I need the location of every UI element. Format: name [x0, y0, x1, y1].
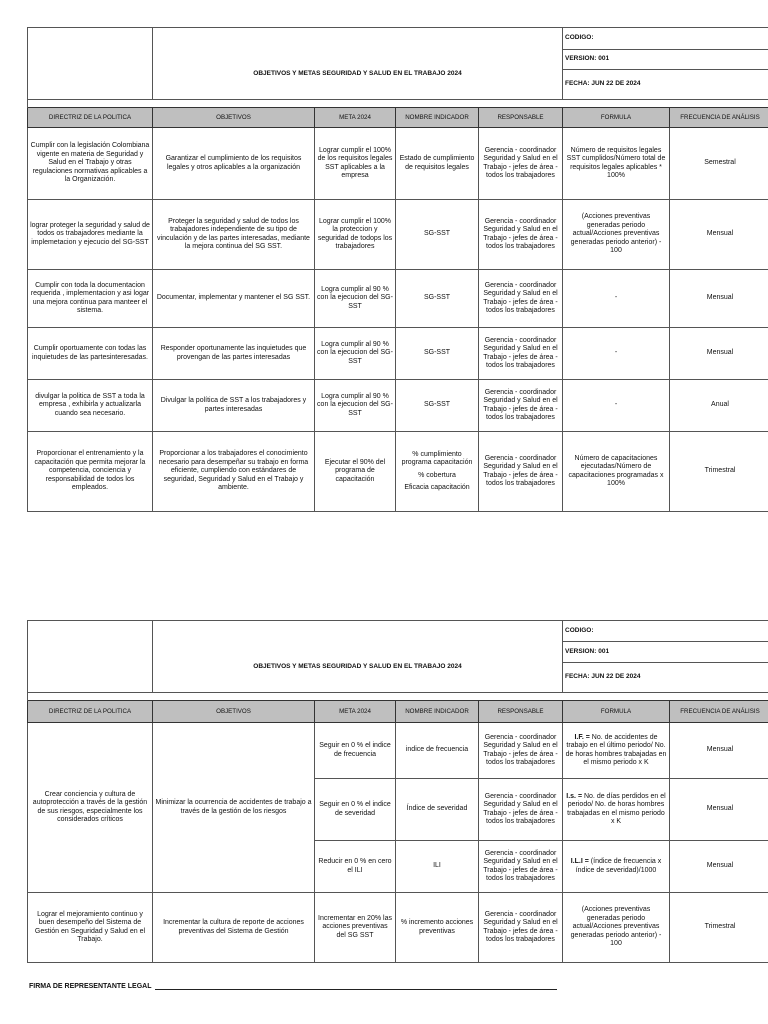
directriz-cell: Crear conciencia y cultura de autoprotección a través de la gestión de sus riesgos, especialmente los considerados críticos [28, 723, 153, 893]
frecuencia-cell: Mensual [670, 779, 768, 841]
indicador-cell: SG-SST [396, 380, 479, 432]
col-directriz: DIRECTRIZ DE LA POLITICA [28, 701, 153, 723]
col-formula: FORMULA [563, 701, 670, 723]
col-frecuencia: FRECUENCIA DE ANÁLISIS [670, 701, 768, 723]
document-title: OBJETIVOS Y METAS SEGURIDAD Y SALUD EN EL TRABAJO 2024 [153, 50, 563, 100]
frecuencia-cell: Semestral [670, 128, 768, 200]
indicador-cell: SG-SST [396, 328, 479, 380]
objetivos-cell: Proporcionar a los trabajadores el conocimiento necesario para desempeñar su trabajo en forma eficiente, cumpliendo con estándares de seguridad, Seguridad y Salud en el Trabajo y ambiente. [153, 432, 315, 512]
fecha-label: FECHA: JUN 22 DE 2024 [563, 70, 768, 100]
formula-text: No. de accidentes de trabajo en el último periodo/ No. de horas hombres trabajadas en el mismo periodo x K [565, 733, 667, 766]
table-row [28, 128, 768, 200]
indicador-item: Eficacia capacitación [404, 484, 470, 491]
frecuencia-cell: Mensual [670, 200, 768, 270]
objetivos-cell: Documentar, implementar y mantener el SG SST. [153, 270, 315, 328]
objetivos-cell: Minimizar la ocurrencia de accidentes de trabajo a través de la gestión de los riesgos [153, 723, 315, 893]
responsable-cell: Gerencia - coordinador Seguridad y Salud en el Trabajo - jefes de área - todos los trabajadores [479, 200, 563, 270]
col-meta: META 2024 [315, 108, 396, 128]
signature-label: FIRMA DE REPRESENTANTE LEGAL [29, 983, 152, 990]
formula-cell [563, 723, 670, 779]
table-row [28, 200, 768, 270]
frecuencia-cell: Mensual [670, 723, 768, 779]
formula-cell: (Acciones preventivas generadas periodo actual/Acciones preventivas generadas periodo anterior) - 100 [563, 200, 670, 270]
objetivos-cell: Garantizar el cumplimiento de los requisitos legales y otros aplicables a la organización [153, 128, 315, 200]
indicador-cell [396, 432, 479, 512]
formula-cell [563, 841, 670, 893]
objetivos-cell: Divulgar la política de SST a los trabajadores y partes interesadas [153, 380, 315, 432]
page-1 [27, 27, 768, 512]
indicador-cell: ILI [396, 841, 479, 893]
signature-area [29, 982, 557, 990]
indicador-cell: Índice de severidad [396, 779, 479, 841]
directriz-cell: lograr proteger la seguridad y salud de todos os trabajadores mediante la implemetacion y ejecucio del SG-SST [28, 200, 153, 270]
formula-cell: Número de requisitos legales SST cumplidos/Número total de requisitos legales aplicables * 100% [563, 128, 670, 200]
col-objetivos: OBJETIVOS [153, 108, 315, 128]
table-row [28, 328, 768, 380]
col-indicador: NOMBRE INDICADOR [396, 108, 479, 128]
version-label: VERSION: 001 [563, 642, 768, 663]
responsable-cell: Gerencia - coordinador Seguridad y Salud en el Trabajo - jefes de área - todos los trabajadores [479, 380, 563, 432]
page-2 [27, 620, 768, 963]
codigo-label: CODIGO: [563, 28, 768, 50]
col-directriz: DIRECTRIZ DE LA POLITICA [28, 108, 153, 128]
responsable-cell: Gerencia - coordinador Seguridad y Salud en el Trabajo - jefes de área - todos los trabajadores [479, 723, 563, 779]
table-row [28, 432, 768, 512]
directriz-cell: divulgar la politica de SST a toda la empresa , exhibirla y actualizarla cuando sea necesario. [28, 380, 153, 432]
table-row [28, 380, 768, 432]
formula-text: No. de días perdidos en el periodo/ No. de horas hombres trabajadas en el mismo periodo x K [567, 792, 666, 825]
responsable-cell: Gerencia - coordinador Seguridad y Salud en el Trabajo - jefes de área - todos los trabajadores [479, 270, 563, 328]
meta-cell: Seguir en 0 % el indice de frecuencia [315, 723, 396, 779]
responsable-cell: Gerencia - coordinador Seguridad y Salud en el Trabajo - jefes de área - todos los trabajadores [479, 128, 563, 200]
logo-cell [28, 28, 153, 100]
codigo-label: CODIGO: [563, 621, 768, 642]
objetivos-cell: Incrementar la cultura de reporte de acciones preventivas del Sistema de Gestión [153, 893, 315, 963]
formula-symbol: I.F. = [574, 733, 592, 741]
signature-line [155, 982, 557, 990]
meta-cell: Logra cumplir al 90 % con la ejecucion del SG-SST [315, 270, 396, 328]
meta-cell: Ejecutar el 90% del programa de capacitación [315, 432, 396, 512]
directriz-cell: Proporcionar el entrenamiento y la capacitación que permita mejorar la competencia, conciencia y responsabilidad de todos los empleados. [28, 432, 153, 512]
formula-symbol: I.L.I = [570, 858, 591, 865]
objetivos-cell: Responder oportunamente las inquietudes que provengan de las partes interesadas [153, 328, 315, 380]
meta-cell: Lograr cumplir el 100% de los requisitos legales SST aplicables a la empresa [315, 128, 396, 200]
frecuencia-cell: Mensual [670, 841, 768, 893]
responsable-cell: Gerencia - coordinador Seguridad y Salud en el Trabajo - jefes de área - todos los trabajadores [479, 893, 563, 963]
formula-cell [563, 779, 670, 841]
indicador-cell: % incremento acciones preventivas [396, 893, 479, 963]
responsable-cell: Gerencia - coordinador Seguridad y Salud en el Trabajo - jefes de área - todos los trabajadores [479, 841, 563, 893]
meta-cell: Reducir en 0 % en cero el ILI [315, 841, 396, 893]
table-row [28, 723, 768, 779]
formula-cell: Número de capacitaciones ejecutadas/Número de capacitaciones programadas x 100% [563, 432, 670, 512]
version-label: VERSION: 001 [563, 50, 768, 70]
responsable-cell: Gerencia - coordinador Seguridad y Salud en el Trabajo - jefes de área - todos los trabajadores [479, 328, 563, 380]
objetivos-cell: Proteger la seguridad y salud de todos los trabajadores independiente de su tipo de vinculación y de las partes interesadas, mediante la mejora continua del SG SST. [153, 200, 315, 270]
meta-cell: Logra cumplir al 90 % con la ejecucion del SG-SST [315, 328, 396, 380]
indicador-item: % cobertura [418, 471, 456, 479]
directriz-cell: Lograr el mejoramiento continuo y buen desempeño del Sistema de Gestión en Seguridad y Salud en el Trabajo. [28, 893, 153, 963]
meta-cell: Seguir en 0 % el indice de severidad [315, 779, 396, 841]
document-title: OBJETIVOS Y METAS SEGURIDAD Y SALUD EN EL TRABAJO 2024 [153, 642, 563, 693]
col-responsable: RESPONSABLE [479, 108, 563, 128]
indicador-cell: indice de frecuencia [396, 723, 479, 779]
col-indicador: NOMBRE INDICADOR [396, 701, 479, 723]
meta-cell: Incrementar en 20% las acciones preventivas del SG SST [315, 893, 396, 963]
meta-cell: Logra cumplir al 90 % con la ejecucion del SG-SST [315, 380, 396, 432]
frecuencia-cell: Mensual [670, 328, 768, 380]
col-responsable: RESPONSABLE [479, 701, 563, 723]
col-frecuencia: FRECUENCIA DE ANÁLISIS [670, 108, 768, 128]
directriz-cell: Cumplir con toda la documentacion requerida , implementacion y asi logar una mejora continua para manteer el sistema. [28, 270, 153, 328]
indicador-cell: SG-SST [396, 200, 479, 270]
responsable-cell: Gerencia - coordinador Seguridad y Salud en el Trabajo - jefes de área - todos los trabajadores [479, 779, 563, 841]
formula-cell: - [563, 380, 670, 432]
responsable-cell: Gerencia - coordinador Seguridad y Salud en el Trabajo - jefes de área - todos los trabajadores [479, 432, 563, 512]
frecuencia-cell: Mensual [670, 270, 768, 328]
objectives-table-2 [27, 620, 768, 963]
frecuencia-cell: Trimestral [670, 432, 768, 512]
frecuencia-cell: Trimestral [670, 893, 768, 963]
frecuencia-cell: Anual [670, 380, 768, 432]
formula-symbol: I.s. = [566, 792, 584, 800]
meta-cell: Lograr cumplir el 100% la proteccion y seguridad de todops los trabajadores [315, 200, 396, 270]
indicador-cell: SG-SST [396, 270, 479, 328]
formula-cell: - [563, 270, 670, 328]
table-row [28, 270, 768, 328]
objectives-table-1 [27, 27, 768, 512]
indicador-cell: Estado de cumplimiento de requisitos legales [396, 128, 479, 200]
table-row [28, 893, 768, 963]
fecha-label: FECHA: JUN 22 DE 2024 [563, 663, 768, 693]
col-meta: META 2024 [315, 701, 396, 723]
directriz-cell: Cumplir con la legislación Colombiana vigente en materia de Seguridad y Salud en el Trabajo y otras regulaciones normativas aplicables a la Organización. [28, 128, 153, 200]
col-formula: FORMULA [563, 108, 670, 128]
formula-text: (índice de frecuencia x índice de severidad)/1000 [575, 858, 662, 874]
formula-cell: (Acciones preventivas generadas periodo actual/Acciones preventivas generadas periodo anterior) - 100 [563, 893, 670, 963]
formula-cell: - [563, 328, 670, 380]
directriz-cell: Cumplir oportuamente con todas las inquietudes de las partesinteresadas. [28, 328, 153, 380]
indicador-item: % cumplimiento programa capacitación [401, 450, 473, 466]
col-objetivos: OBJETIVOS [153, 701, 315, 723]
logo-cell [28, 621, 153, 693]
